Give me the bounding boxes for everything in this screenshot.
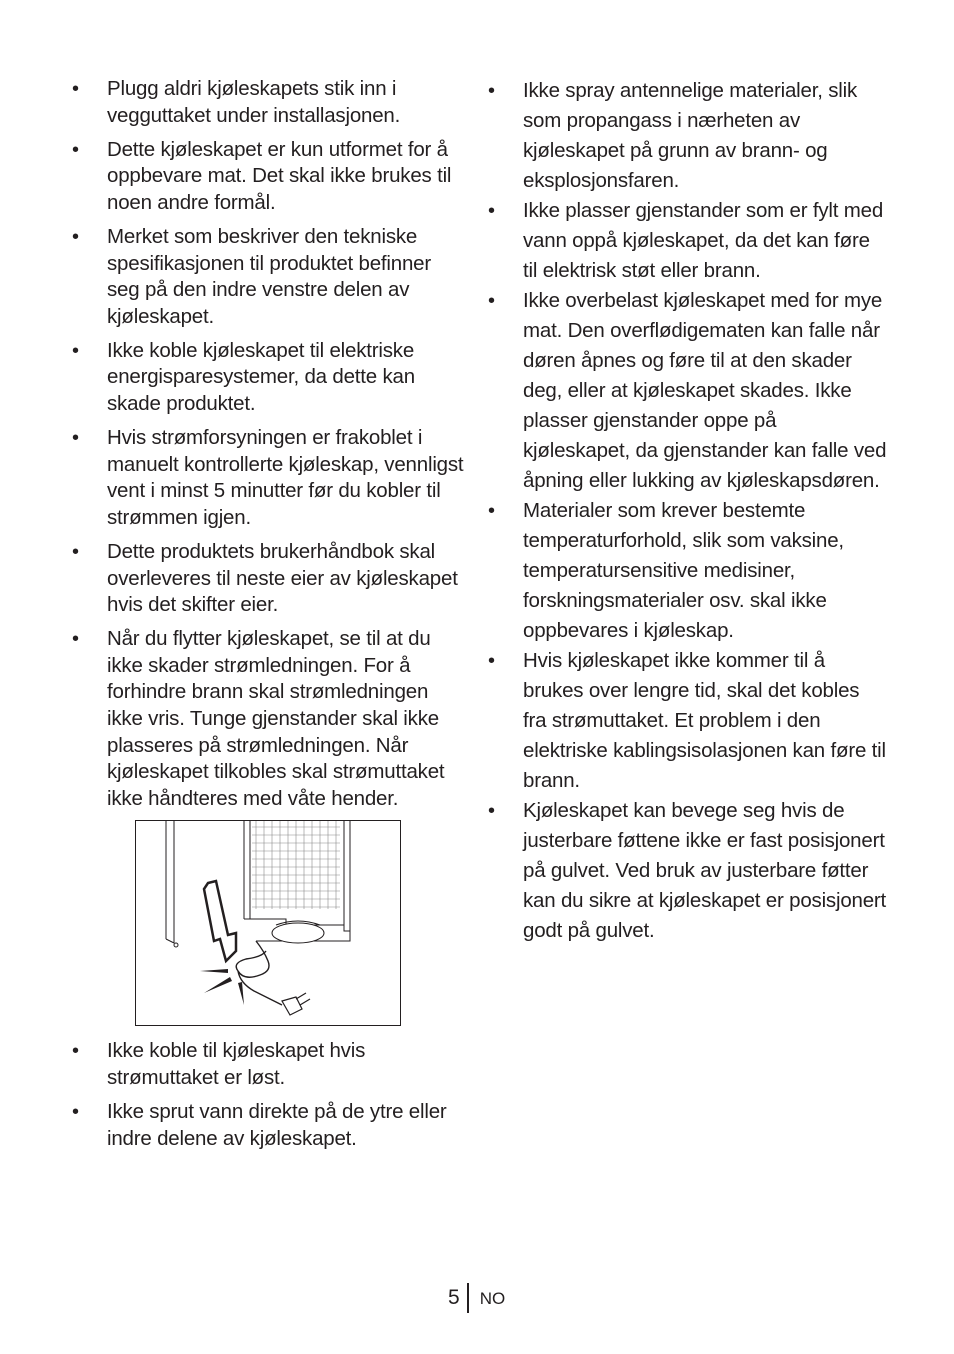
list-item bbox=[488, 196, 888, 286]
bullet-icon: • bbox=[72, 78, 79, 100]
bullet-icon: • bbox=[72, 1101, 79, 1124]
bullet-icon: • bbox=[488, 290, 495, 312]
list-item bbox=[488, 496, 888, 646]
bullet-icon: • bbox=[72, 1040, 79, 1063]
list-item-text: Hvis strømforsyningen er frakoblet i manuelt kontrollerte kjøleskap, vennligst vent i minst 5 minutter før du kobler til strømmen igjen. bbox=[107, 426, 464, 529]
list-item bbox=[72, 224, 467, 330]
list-item-text: Hvis kjøleskapet ikke kommer til å brukes over lengre tid, skal det kobles fra strømuttaket. Et problem i den elektriske kablingsisolasjonen kan føre til brann. bbox=[523, 649, 886, 792]
bullet-list-bottom bbox=[72, 1038, 467, 1152]
list-item-text: Når du flytter kjøleskapet, se til at du ikke skader strømledningen. For å forhindre brann skal strømledningen ikke vris. Tunge gjenstander skal ikke plasseres på strømledningen. Når kjøleskapet tilkobles skal strømuttaket ikke håndteres med våte hender. bbox=[107, 627, 445, 810]
list-item-text: Ikke koble kjøleskapet til elektriske energisparesystemer, da dette kan skade produktet. bbox=[107, 338, 415, 416]
list-item bbox=[72, 137, 467, 217]
list-item bbox=[488, 286, 888, 496]
bullet-icon: • bbox=[488, 500, 495, 522]
bullet-icon: • bbox=[72, 225, 79, 248]
list-item bbox=[72, 76, 467, 129]
language-code: NO bbox=[479, 1289, 506, 1308]
list-item bbox=[72, 338, 467, 418]
bullet-icon: • bbox=[488, 80, 495, 102]
page-footer bbox=[448, 1283, 505, 1313]
bullet-icon: • bbox=[488, 800, 495, 822]
list-item-text: Dette kjøleskapet er kun utformet for å oppbevare mat. Det skal ikke brukes til noen andre formål. bbox=[107, 137, 452, 214]
list-item bbox=[488, 646, 888, 796]
list-item bbox=[488, 76, 888, 196]
list-item-text: Ikke overbelast kjøleskapet med for mye mat. Den overflødigematen kan falle når døren åpnes og føre til at den skader deg, eller at kjøleskapet skades. Ikke plasser gjenstander oppe på kjøleskapet, da gjenstander kan falle ved åpning eller lukking av kjøleskapsdøren. bbox=[523, 289, 887, 492]
bullet-list-top bbox=[72, 76, 467, 812]
list-item bbox=[488, 796, 888, 946]
bullet-icon: • bbox=[72, 339, 79, 362]
list-item-text: Kjøleskapet kan bevege seg hvis de justerbare føttene ikke er fast posisjonert på gulvet. Ved bruk av justerbare føtter kan du sikre at kjøleskapet er posisjonert godt på gulvet. bbox=[523, 799, 887, 942]
bullet-icon: • bbox=[72, 138, 79, 161]
list-item-text: Ikke plasser gjenstander som er fylt med vann oppå kjøleskapet, da det kan føre til elektrisk støt eller brann. bbox=[523, 199, 884, 282]
bullet-icon: • bbox=[72, 541, 79, 563]
list-item bbox=[72, 1038, 467, 1091]
list-item bbox=[72, 539, 467, 619]
bullet-icon: • bbox=[72, 427, 79, 450]
bullet-icon: • bbox=[488, 200, 495, 222]
list-item-text: Materialer som krever bestemte temperaturforhold, slik som vaksine, temperatursensitive medisiner, forskningsmaterialer osv. skal ikke oppbevares i kjøleskap. bbox=[523, 499, 844, 642]
left-column bbox=[72, 76, 467, 1160]
list-item-text: Merket som beskriver den tekniske spesifikasjonen til produktet befinner seg på den indre venstre delen av kjøleskapet. bbox=[107, 224, 432, 328]
bullet-icon: • bbox=[72, 628, 79, 651]
list-item bbox=[72, 425, 467, 531]
list-item bbox=[72, 1099, 467, 1152]
bullet-icon: • bbox=[488, 650, 495, 672]
list-item-text: Ikke koble til kjøleskapet hvis strømuttaket er løst. bbox=[107, 1039, 366, 1090]
page-number: 5 bbox=[448, 1286, 460, 1309]
list-item-text: Ikke spray antennelige materialer, slik som propangass i nærheten av kjøleskapet på grunn av brann- og eksplosjonsfaren. bbox=[523, 79, 858, 192]
footer-divider bbox=[467, 1283, 469, 1313]
list-item bbox=[72, 626, 467, 812]
bullet-list-right bbox=[488, 76, 888, 946]
list-item-text: Ikke sprut vann direkte på de ytre eller indre delene av kjøleskapet. bbox=[107, 1100, 447, 1150]
fridge-power-cord-lightning-icon bbox=[136, 821, 400, 1025]
list-item-text: Plugg aldri kjøleskapets stik inn i vegguttaket under installasjonen. bbox=[107, 77, 401, 127]
list-item-text: Dette produktets brukerhåndbok skal overleveres til neste eier av kjøleskapet hvis det skifter eier. bbox=[107, 540, 458, 617]
right-column bbox=[488, 76, 888, 946]
power-cord-illustration bbox=[135, 820, 401, 1026]
